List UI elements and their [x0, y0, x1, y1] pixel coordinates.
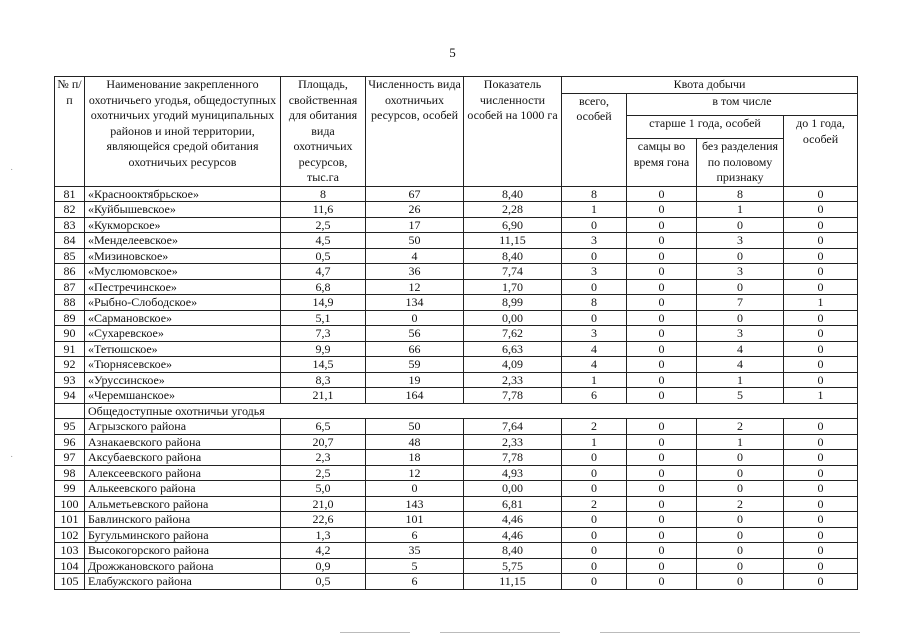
cell-nosex: 0	[697, 248, 784, 264]
cell-young: 0	[784, 341, 858, 357]
cell-males: 0	[627, 233, 697, 249]
cell-index: 7,78	[464, 450, 562, 466]
cell-young: 0	[784, 186, 858, 202]
cell-count: 18	[366, 450, 464, 466]
cell-total: 0	[562, 527, 627, 543]
cell-males: 0	[627, 481, 697, 497]
cell-index: 2,33	[464, 372, 562, 388]
cell-total: 3	[562, 233, 627, 249]
table-body-hunting-grounds	[55, 186, 858, 403]
cell-males: 0	[627, 574, 697, 590]
cell-num: 87	[55, 279, 85, 295]
cell-males: 0	[627, 248, 697, 264]
table-row	[55, 341, 858, 357]
cell-area: 11,6	[281, 202, 366, 218]
cell-total: 1	[562, 372, 627, 388]
table-row	[55, 527, 858, 543]
table-row	[55, 326, 858, 342]
cell-num: 95	[55, 419, 85, 435]
table-row	[55, 434, 858, 450]
cell-num: 97	[55, 450, 85, 466]
cell-total: 0	[562, 310, 627, 326]
cell-total: 6	[562, 388, 627, 404]
cell-total: 0	[562, 217, 627, 233]
cell-males: 0	[627, 527, 697, 543]
cell-males: 0	[627, 372, 697, 388]
cell-total: 0	[562, 279, 627, 295]
cell-nosex: 0	[697, 512, 784, 528]
cell-nosex: 0	[697, 558, 784, 574]
cell-num: 94	[55, 388, 85, 404]
header-quota: Квота добычи	[562, 77, 858, 94]
table-body-public-grounds	[55, 419, 858, 590]
cell-index: 11,15	[464, 233, 562, 249]
cell-index: 2,33	[464, 434, 562, 450]
cell-count: 5	[366, 558, 464, 574]
cell-name: «Куйбышевское»	[85, 202, 281, 218]
scan-mark: ˙	[10, 168, 14, 179]
cell-count: 143	[366, 496, 464, 512]
cell-count: 66	[366, 341, 464, 357]
cell-males: 0	[627, 326, 697, 342]
cell-index: 1,70	[464, 279, 562, 295]
cell-area: 0,9	[281, 558, 366, 574]
scan-artifact-line	[600, 632, 860, 633]
scan-artifact-line	[340, 632, 410, 633]
cell-area: 9,9	[281, 341, 366, 357]
cell-nosex: 4	[697, 341, 784, 357]
table-row	[55, 233, 858, 249]
cell-num: 83	[55, 217, 85, 233]
cell-males: 0	[627, 465, 697, 481]
cell-name: «Пестречинское»	[85, 279, 281, 295]
section-title: Общедоступные охотничьи угодья	[85, 403, 858, 419]
header-males: самцы во время гона	[627, 139, 697, 187]
cell-name: «Черемшанское»	[85, 388, 281, 404]
cell-count: 101	[366, 512, 464, 528]
cell-index: 7,78	[464, 388, 562, 404]
cell-index: 2,28	[464, 202, 562, 218]
cell-area: 2,5	[281, 217, 366, 233]
cell-index: 8,40	[464, 186, 562, 202]
cell-count: 164	[366, 388, 464, 404]
cell-area: 4,7	[281, 264, 366, 280]
cell-nosex: 5	[697, 388, 784, 404]
cell-area: 14,5	[281, 357, 366, 373]
cell-nosex: 8	[697, 186, 784, 202]
cell-young: 1	[784, 388, 858, 404]
cell-males: 0	[627, 264, 697, 280]
cell-name: Азнакаевского района	[85, 434, 281, 450]
cell-young: 0	[784, 465, 858, 481]
cell-young: 0	[784, 217, 858, 233]
cell-area: 22,6	[281, 512, 366, 528]
cell-total: 4	[562, 341, 627, 357]
table-row	[55, 465, 858, 481]
cell-total: 3	[562, 326, 627, 342]
cell-index: 7,62	[464, 326, 562, 342]
cell-name: «Рыбно-Слободское»	[85, 295, 281, 311]
cell-area: 6,8	[281, 279, 366, 295]
header-index: Показатель численности особей на 1000 га	[464, 77, 562, 187]
cell-num: 102	[55, 527, 85, 543]
table-row	[55, 357, 858, 373]
cell-young: 1	[784, 295, 858, 311]
cell-total: 8	[562, 295, 627, 311]
cell-index: 7,74	[464, 264, 562, 280]
header-count: Численность вида охотничьих ресурсов, особей	[366, 77, 464, 187]
cell-total: 0	[562, 558, 627, 574]
cell-total: 0	[562, 512, 627, 528]
cell-name: Алексеевского района	[85, 465, 281, 481]
cell-count: 0	[366, 481, 464, 497]
cell-name: Алькеевского района	[85, 481, 281, 497]
cell-index: 4,09	[464, 357, 562, 373]
cell-num: 86	[55, 264, 85, 280]
cell-name: «Тетюшское»	[85, 341, 281, 357]
cell-count: 48	[366, 434, 464, 450]
cell-count: 17	[366, 217, 464, 233]
table-row	[55, 248, 858, 264]
cell-name: «Менделеевское»	[85, 233, 281, 249]
cell-area: 2,5	[281, 465, 366, 481]
cell-num: 100	[55, 496, 85, 512]
cell-nosex: 2	[697, 496, 784, 512]
cell-total: 2	[562, 496, 627, 512]
cell-area: 4,2	[281, 543, 366, 559]
cell-index: 8,99	[464, 295, 562, 311]
header-young: до 1 года, особей	[784, 116, 858, 186]
cell-total: 1	[562, 202, 627, 218]
cell-count: 67	[366, 186, 464, 202]
quota-table	[54, 76, 858, 590]
cell-num: 82	[55, 202, 85, 218]
cell-young: 0	[784, 481, 858, 497]
cell-area: 0,5	[281, 574, 366, 590]
cell-males: 0	[627, 512, 697, 528]
cell-count: 12	[366, 465, 464, 481]
cell-num: 98	[55, 465, 85, 481]
header-including: в том числе	[627, 93, 858, 116]
table-section	[55, 403, 858, 419]
cell-count: 50	[366, 419, 464, 435]
cell-count: 4	[366, 248, 464, 264]
table-row	[55, 310, 858, 326]
cell-nosex: 3	[697, 233, 784, 249]
table-row	[55, 543, 858, 559]
cell-num: 101	[55, 512, 85, 528]
cell-num: 96	[55, 434, 85, 450]
cell-name: «Мизиновское»	[85, 248, 281, 264]
cell-total: 2	[562, 419, 627, 435]
cell-area: 2,3	[281, 450, 366, 466]
cell-nosex: 3	[697, 264, 784, 280]
cell-young: 0	[784, 310, 858, 326]
cell-males: 0	[627, 357, 697, 373]
cell-total: 0	[562, 248, 627, 264]
cell-area: 1,3	[281, 527, 366, 543]
cell-count: 36	[366, 264, 464, 280]
cell-num: 91	[55, 341, 85, 357]
cell-area: 14,9	[281, 295, 366, 311]
cell-name: Дрожжановского района	[85, 558, 281, 574]
cell-name: Аксубаевского района	[85, 450, 281, 466]
cell-count: 6	[366, 527, 464, 543]
cell-name: Бавлинского района	[85, 512, 281, 528]
header-area: Площадь, свойственная для обитания вида охотничьих ресурсов, тыс.га	[281, 77, 366, 187]
cell-young: 0	[784, 496, 858, 512]
cell-count: 50	[366, 233, 464, 249]
cell-num: 93	[55, 372, 85, 388]
section-row	[55, 403, 858, 419]
table-row	[55, 450, 858, 466]
cell-young: 0	[784, 450, 858, 466]
cell-count: 19	[366, 372, 464, 388]
cell-total: 8	[562, 186, 627, 202]
cell-young: 0	[784, 574, 858, 590]
cell-nosex: 1	[697, 372, 784, 388]
cell-nosex: 0	[697, 481, 784, 497]
cell-index: 4,93	[464, 465, 562, 481]
cell-nosex: 0	[697, 574, 784, 590]
cell-nosex: 0	[697, 543, 784, 559]
cell-area: 8,3	[281, 372, 366, 388]
cell-index: 4,46	[464, 527, 562, 543]
cell-males: 0	[627, 388, 697, 404]
cell-young: 0	[784, 233, 858, 249]
cell-count: 59	[366, 357, 464, 373]
cell-count: 134	[366, 295, 464, 311]
table-row	[55, 295, 858, 311]
cell-males: 0	[627, 434, 697, 450]
cell-males: 0	[627, 202, 697, 218]
cell-young: 0	[784, 543, 858, 559]
cell-nosex: 4	[697, 357, 784, 373]
cell-area: 5,1	[281, 310, 366, 326]
cell-index: 6,90	[464, 217, 562, 233]
cell-index: 0,00	[464, 481, 562, 497]
cell-total: 0	[562, 543, 627, 559]
cell-num: 88	[55, 295, 85, 311]
cell-count: 26	[366, 202, 464, 218]
cell-nosex: 0	[697, 279, 784, 295]
cell-young: 0	[784, 434, 858, 450]
cell-area: 7,3	[281, 326, 366, 342]
cell-index: 7,64	[464, 419, 562, 435]
cell-name: Бугульминского района	[85, 527, 281, 543]
cell-area: 8	[281, 186, 366, 202]
cell-index: 8,40	[464, 248, 562, 264]
cell-name: Альметьевского района	[85, 496, 281, 512]
cell-area: 0,5	[281, 248, 366, 264]
cell-area: 6,5	[281, 419, 366, 435]
cell-count: 12	[366, 279, 464, 295]
cell-name: «Тюрнясевское»	[85, 357, 281, 373]
cell-young: 0	[784, 512, 858, 528]
table-row	[55, 279, 858, 295]
cell-young: 0	[784, 264, 858, 280]
cell-males: 0	[627, 295, 697, 311]
cell-total: 0	[562, 465, 627, 481]
table-row	[55, 481, 858, 497]
cell-count: 0	[366, 310, 464, 326]
cell-young: 0	[784, 326, 858, 342]
cell-young: 0	[784, 202, 858, 218]
cell-name: «Кукморское»	[85, 217, 281, 233]
header-name: Наименование закрепленного охотничьего угодья, общедоступных охотничьих угодий муниципальных районов и иной территории, являющейся средой обитания охотничьих ресурсов	[85, 77, 281, 187]
cell-area: 21,0	[281, 496, 366, 512]
cell-total: 3	[562, 264, 627, 280]
table-row	[55, 186, 858, 202]
cell-males: 0	[627, 543, 697, 559]
cell-name: «Сармановское»	[85, 310, 281, 326]
table-row	[55, 264, 858, 280]
cell-area: 4,5	[281, 233, 366, 249]
cell-males: 0	[627, 496, 697, 512]
cell-index: 8,40	[464, 543, 562, 559]
cell-males: 0	[627, 217, 697, 233]
cell-name: Елабужского района	[85, 574, 281, 590]
scan-artifact-line	[440, 632, 560, 633]
cell-total: 0	[562, 574, 627, 590]
scan-mark: ˙	[10, 455, 14, 466]
cell-num: 85	[55, 248, 85, 264]
cell-index: 5,75	[464, 558, 562, 574]
table-row	[55, 372, 858, 388]
table-row	[55, 202, 858, 218]
header-num: № п/п	[55, 77, 85, 187]
cell-males: 0	[627, 341, 697, 357]
cell-young: 0	[784, 372, 858, 388]
cell-young: 0	[784, 558, 858, 574]
cell-area: 20,7	[281, 434, 366, 450]
cell-males: 0	[627, 279, 697, 295]
cell-young: 0	[784, 248, 858, 264]
cell-males: 0	[627, 186, 697, 202]
cell-area: 5,0	[281, 481, 366, 497]
cell-nosex: 0	[697, 450, 784, 466]
cell-name: «Сухаревское»	[85, 326, 281, 342]
cell-num: 99	[55, 481, 85, 497]
cell-index: 0,00	[464, 310, 562, 326]
cell-males: 0	[627, 558, 697, 574]
cell-nosex: 7	[697, 295, 784, 311]
cell-count: 6	[366, 574, 464, 590]
cell-nosex: 0	[697, 465, 784, 481]
cell-count: 56	[366, 326, 464, 342]
cell-num: 90	[55, 326, 85, 342]
cell-num: 89	[55, 310, 85, 326]
cell-males: 0	[627, 450, 697, 466]
page-number: 5	[449, 45, 456, 60]
header-total: всего, особей	[562, 93, 627, 186]
cell-area: 21,1	[281, 388, 366, 404]
cell-total: 0	[562, 450, 627, 466]
cell-index: 6,63	[464, 341, 562, 357]
cell-total: 0	[562, 481, 627, 497]
cell-young: 0	[784, 527, 858, 543]
cell-nosex: 0	[697, 217, 784, 233]
cell-young: 0	[784, 419, 858, 435]
cell-num: 103	[55, 543, 85, 559]
cell-total: 1	[562, 434, 627, 450]
header-nosex: без разделения по половому признаку	[697, 139, 784, 187]
cell-nosex: 1	[697, 434, 784, 450]
cell-num: 104	[55, 558, 85, 574]
cell-index: 4,46	[464, 512, 562, 528]
cell-num: 81	[55, 186, 85, 202]
table-row	[55, 512, 858, 528]
cell-num: 105	[55, 574, 85, 590]
cell-nosex: 0	[697, 527, 784, 543]
header-older: старше 1 года, особей	[627, 116, 784, 139]
cell-num: 84	[55, 233, 85, 249]
cell-name: «Муслюмовское»	[85, 264, 281, 280]
cell-count: 35	[366, 543, 464, 559]
table-row	[55, 558, 858, 574]
cell-name: Высокогорского района	[85, 543, 281, 559]
cell-males: 0	[627, 310, 697, 326]
cell-nosex: 3	[697, 326, 784, 342]
cell-nosex: 2	[697, 419, 784, 435]
section-num-cell	[55, 403, 85, 419]
cell-nosex: 1	[697, 202, 784, 218]
cell-young: 0	[784, 279, 858, 295]
cell-young: 0	[784, 357, 858, 373]
table-row	[55, 419, 858, 435]
table-row	[55, 574, 858, 590]
cell-num: 92	[55, 357, 85, 373]
table-row	[55, 388, 858, 404]
table-row	[55, 496, 858, 512]
cell-males: 0	[627, 419, 697, 435]
cell-name: «Краснооктябрьское»	[85, 186, 281, 202]
cell-name: «Уруссинское»	[85, 372, 281, 388]
cell-index: 11,15	[464, 574, 562, 590]
table-row	[55, 217, 858, 233]
cell-index: 6,81	[464, 496, 562, 512]
cell-name: Агрызского района	[85, 419, 281, 435]
cell-nosex: 0	[697, 310, 784, 326]
cell-total: 4	[562, 357, 627, 373]
